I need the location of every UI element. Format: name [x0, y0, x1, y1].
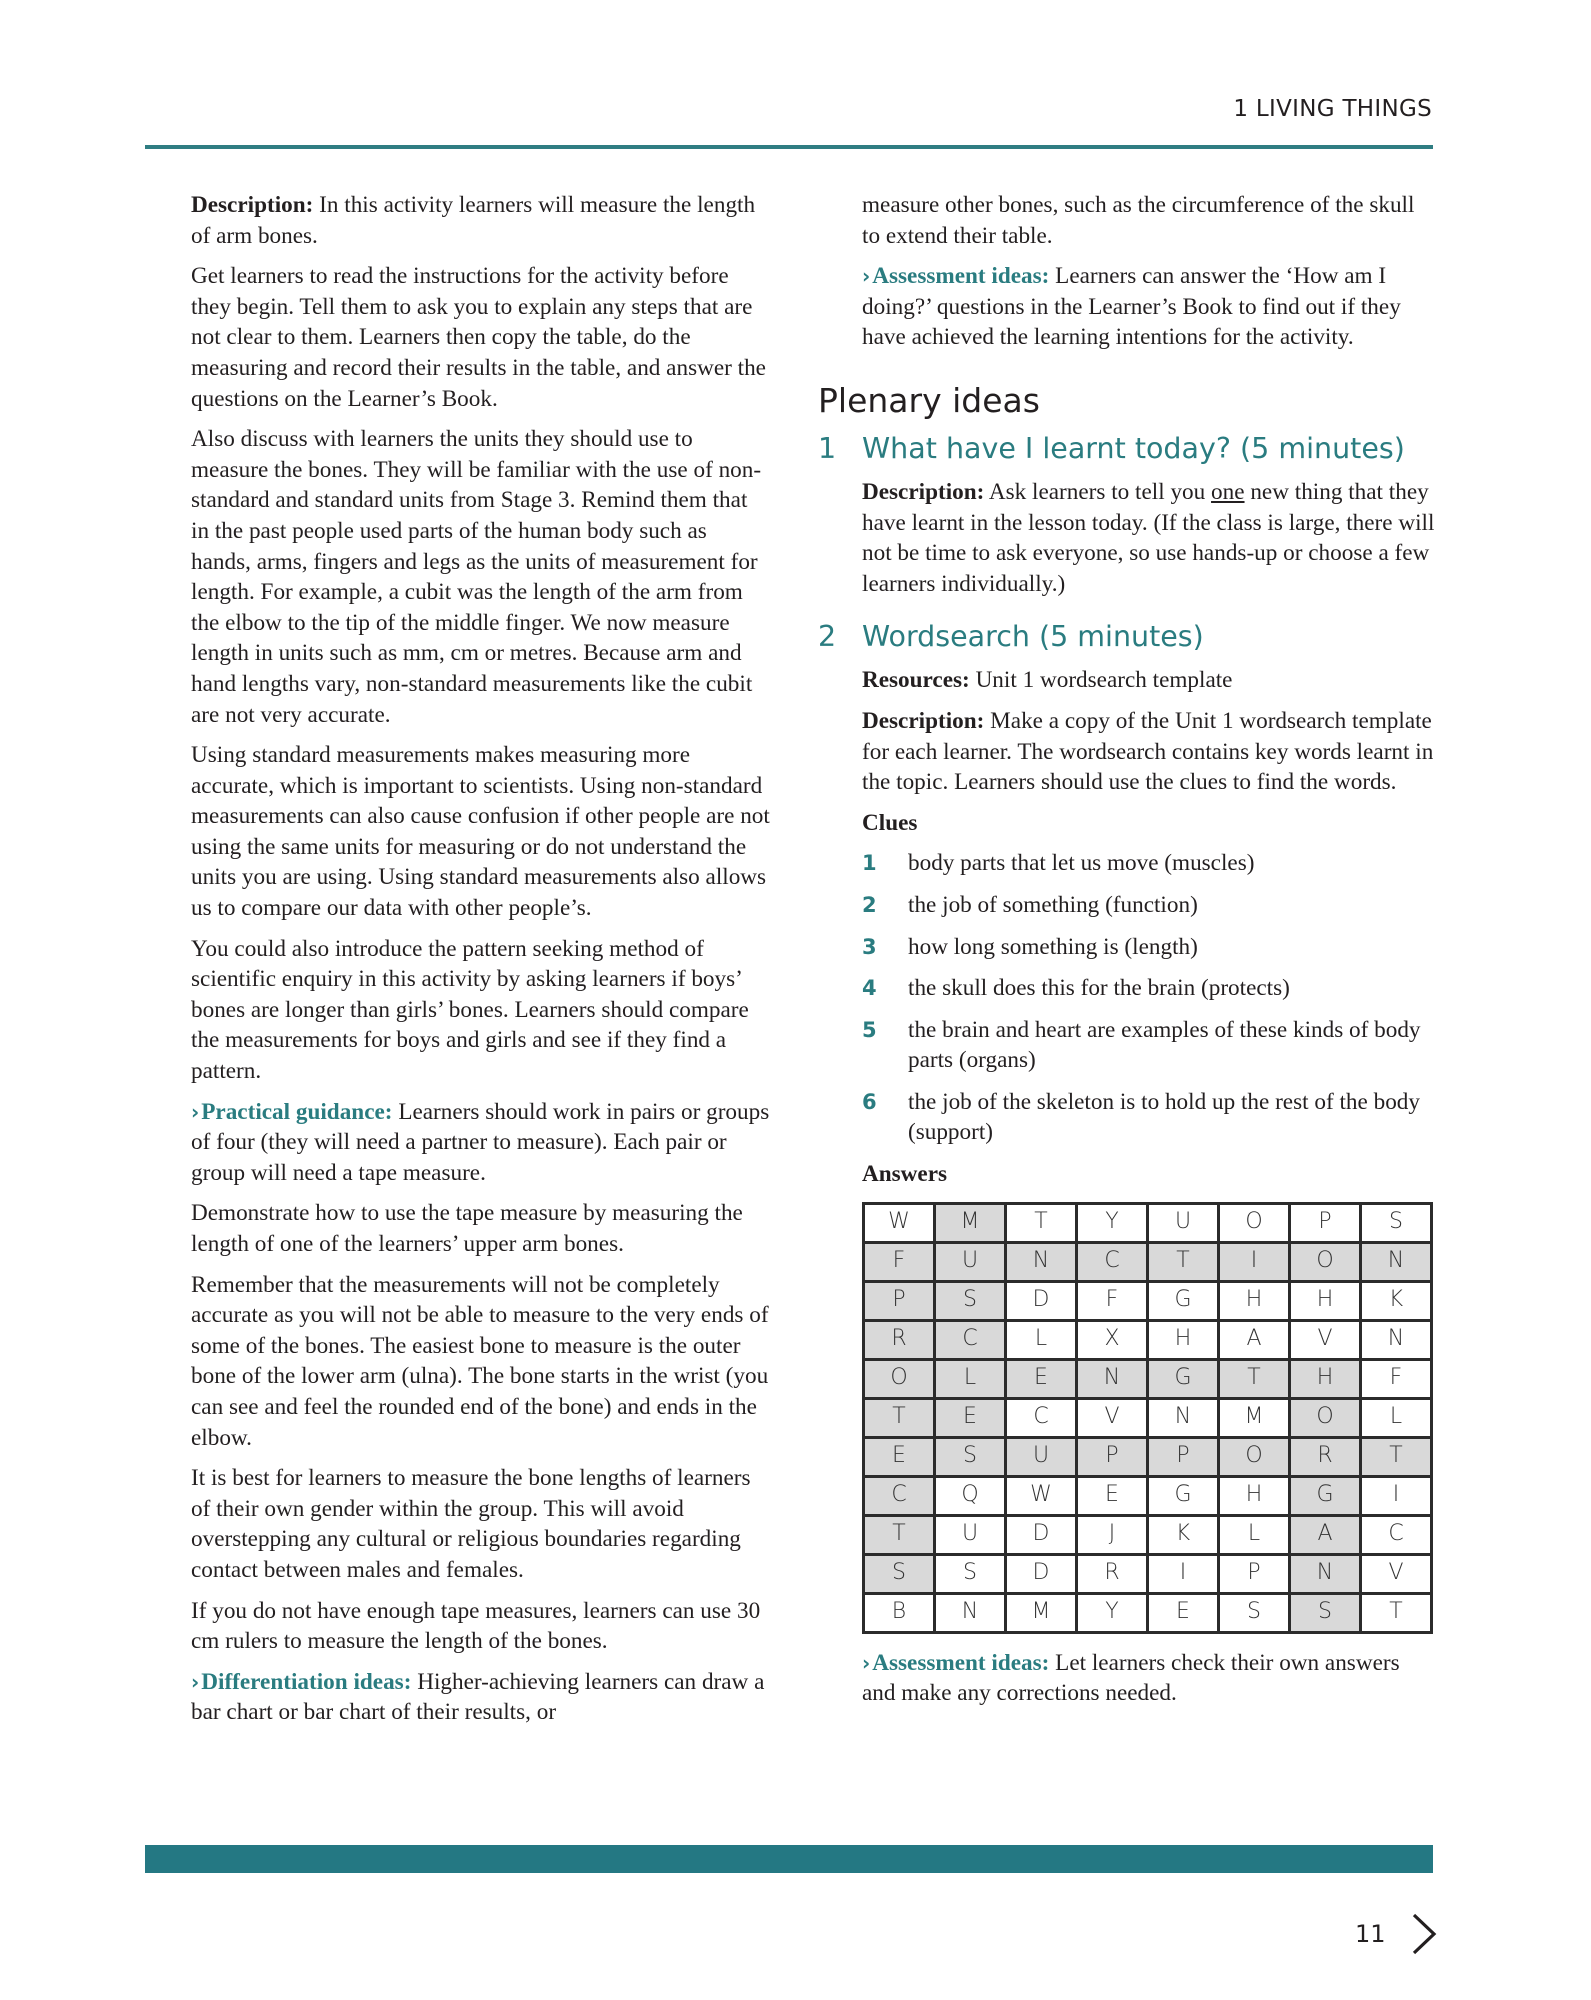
grid-cell-highlighted: N — [1361, 1242, 1432, 1281]
grid-cell: S — [1361, 1203, 1432, 1242]
heading-number: 2 — [818, 620, 837, 654]
grid-cell: A — [1219, 1320, 1290, 1359]
grid-cell: J — [1077, 1515, 1148, 1554]
grid-cell: E — [1077, 1476, 1148, 1515]
grid-cell-highlighted: O — [1219, 1437, 1290, 1476]
grid-cell-highlighted: U — [935, 1242, 1006, 1281]
grid-row — [864, 1242, 1432, 1281]
clue-number: 6 — [862, 1089, 877, 1114]
grid-cell-highlighted: N — [1006, 1242, 1077, 1281]
grid-cell-highlighted: L — [935, 1359, 1006, 1398]
clue-text: the job of something (function) — [908, 891, 1198, 918]
practical-guidance-label: Practical guidance: — [201, 1098, 393, 1125]
plenary-1-description — [862, 477, 1438, 599]
description-text: new thing that they have learnt in the lesson today. (If the class is large, there will not be time to ask everyone, so use hands-up or choose a few learners individually.) — [862, 478, 1435, 597]
paragraph: If you do not have enough tape measures, learners can use 30 cm rulers to measure the length of the bones. — [191, 1597, 761, 1655]
grid-cell: I — [1361, 1476, 1432, 1515]
paragraph: Remember that the measurements will not be completely accurate as you will not be able to measure to the very ends of some of the bones. The easiest bone to measure is the outer bone of the lower arm (ulna). The bone starts in the wrist (you can see and feel the rounded end of the bone) and ends in the elbow. — [191, 1271, 769, 1451]
clue-text: how long something is (length) — [908, 933, 1198, 960]
grid-cell-highlighted: O — [864, 1359, 935, 1398]
chevron-right-icon: › — [862, 264, 871, 289]
grid-cell-highlighted: S — [864, 1554, 935, 1593]
grid-row — [864, 1203, 1432, 1242]
grid-cell: V — [1077, 1398, 1148, 1437]
description-label: Description: — [862, 478, 985, 505]
grid-cell: U — [1148, 1203, 1219, 1242]
grid-cell: L — [1219, 1515, 1290, 1554]
clue-item — [862, 1087, 1438, 1148]
grid-cell: X — [1077, 1320, 1148, 1359]
grid-cell: H — [1219, 1476, 1290, 1515]
heading-text: Wordsearch (5 minutes) — [862, 620, 1204, 654]
right-column — [818, 190, 1438, 1719]
grid-cell: W — [1006, 1476, 1077, 1515]
grid-cell: Y — [1077, 1593, 1148, 1632]
underlined-word: one — [1211, 478, 1245, 505]
grid-cell: G — [1148, 1281, 1219, 1320]
grid-cell-highlighted: M — [935, 1203, 1006, 1242]
resources-line — [862, 665, 1438, 696]
grid-cell-highlighted: R — [864, 1320, 935, 1359]
paragraph: measure other bones, such as the circumference of the skull to extend their table. — [862, 192, 1415, 249]
grid-cell: L — [1361, 1398, 1432, 1437]
paragraph: You could also introduce the pattern seeking method of scientific enquiry in this activity by asking learners if boys’ bones are longer than girls’ bones. Learners should compare the measurements for boys and girls and see if they find a pattern. — [191, 935, 749, 1085]
assessment-label: Assessment ideas: — [872, 263, 1050, 290]
paragraph: Also discuss with learners the units they should use to measure the bones. They will be familiar with the use of non-standard and standard units from Stage 3. Remind them that in the past people used parts of the human body such as hands, arms, fingers and legs as the units of measurement for length. For example, a cubit was the length of the arm from the elbow to the tip of the middle finger. We now measure length in units such as mm, cm or metres. Because arm and hand lengths vary, non-standard measurements like the cubit are not very accurate. — [191, 426, 762, 728]
clue-item — [862, 848, 1438, 879]
clues-heading: Clues — [862, 809, 918, 836]
grid-cell: N — [935, 1593, 1006, 1632]
assessment-text: Let learners check their own answers and make any corrections needed. — [862, 1649, 1400, 1707]
grid-cell-highlighted: F — [864, 1242, 935, 1281]
grid-row — [864, 1281, 1432, 1320]
grid-cell-highlighted: T — [1148, 1242, 1219, 1281]
heading-text: What have I learnt today? (5 minutes) — [862, 431, 1405, 465]
footer-bar — [145, 1845, 1433, 1873]
page-number: 11 — [1355, 1920, 1386, 1948]
grid-cell-highlighted: U — [1006, 1437, 1077, 1476]
chevron-right-icon[interactable] — [1408, 1912, 1438, 1956]
grid-cell-highlighted: P — [1077, 1437, 1148, 1476]
clues-block — [862, 808, 1438, 1709]
grid-cell: T — [1006, 1203, 1077, 1242]
clue-item — [862, 1015, 1438, 1076]
resources-label: Resources: — [862, 667, 970, 694]
grid-cell: P — [1219, 1554, 1290, 1593]
clue-text: body parts that let us move (muscles) — [908, 850, 1255, 877]
clues-list — [862, 848, 1438, 1148]
differentiation-callout — [191, 1667, 771, 1728]
grid-row — [864, 1359, 1432, 1398]
grid-cell: K — [1148, 1515, 1219, 1554]
grid-cell: L — [1006, 1320, 1077, 1359]
assessment-callout — [862, 1648, 1438, 1709]
grid-cell-highlighted: S — [935, 1281, 1006, 1320]
grid-cell: N — [1361, 1320, 1432, 1359]
grid-row — [864, 1554, 1432, 1593]
grid-cell-highlighted: T — [864, 1398, 935, 1437]
grid-cell-highlighted: I — [1219, 1242, 1290, 1281]
grid-cell-highlighted: P — [864, 1281, 935, 1320]
section-title: Plenary ideas — [818, 380, 1040, 420]
grid-cell: G — [1148, 1476, 1219, 1515]
grid-cell: V — [1361, 1554, 1432, 1593]
grid-cell: P — [1290, 1203, 1361, 1242]
grid-cell-highlighted: C — [864, 1476, 935, 1515]
grid-cell-highlighted: P — [1148, 1437, 1219, 1476]
grid-cell-highlighted: G — [1290, 1476, 1361, 1515]
grid-row — [864, 1437, 1432, 1476]
header-rule — [145, 145, 1433, 149]
clue-text: the skull does this for the brain (protects) — [908, 975, 1290, 1002]
wordsearch-grid — [862, 1202, 1433, 1634]
grid-cell-highlighted: T — [1219, 1359, 1290, 1398]
grid-cell: Y — [1077, 1203, 1148, 1242]
grid-cell: D — [1006, 1554, 1077, 1593]
grid-cell: N — [1148, 1398, 1219, 1437]
grid-cell-highlighted: C — [1077, 1242, 1148, 1281]
chevron-right-icon: › — [191, 1669, 200, 1694]
grid-cell: D — [1006, 1281, 1077, 1320]
grid-cell: H — [1290, 1281, 1361, 1320]
grid-row — [864, 1593, 1432, 1632]
grid-cell-highlighted: O — [1290, 1242, 1361, 1281]
grid-cell-highlighted: N — [1077, 1359, 1148, 1398]
grid-cell: C — [1361, 1515, 1432, 1554]
grid-cell-highlighted: S — [935, 1437, 1006, 1476]
grid-cell: O — [1219, 1203, 1290, 1242]
grid-cell: Q — [935, 1476, 1006, 1515]
grid-row — [864, 1398, 1432, 1437]
grid-cell: S — [935, 1554, 1006, 1593]
grid-cell: C — [1006, 1398, 1077, 1437]
clue-item — [862, 932, 1438, 963]
clue-item — [862, 890, 1438, 921]
practical-guidance-callout — [191, 1097, 771, 1189]
grid-cell-highlighted: O — [1290, 1398, 1361, 1437]
grid-cell-highlighted: T — [1361, 1437, 1432, 1476]
grid-cell: I — [1148, 1554, 1219, 1593]
grid-cell: R — [1077, 1554, 1148, 1593]
clue-number: 4 — [862, 976, 877, 1001]
heading-number: 1 — [818, 431, 837, 465]
grid-cell: H — [1219, 1281, 1290, 1320]
grid-cell: B — [864, 1593, 935, 1632]
grid-cell-highlighted: N — [1290, 1554, 1361, 1593]
grid-cell: V — [1290, 1320, 1361, 1359]
grid-cell: M — [1006, 1593, 1077, 1632]
assessment-text: Learners can answer the ‘How am I doing?’ questions in the Learner’s Book to find out if they have achieved the learning intentions for the activity. — [862, 263, 1401, 351]
clue-text: the brain and heart are examples of these kinds of body parts (organs) — [908, 1016, 1421, 1074]
grid-cell: D — [1006, 1515, 1077, 1554]
grid-cell-highlighted: A — [1290, 1515, 1361, 1554]
chevron-right-icon: › — [862, 1650, 871, 1675]
grid-cell: W — [864, 1203, 935, 1242]
grid-cell-highlighted: C — [935, 1320, 1006, 1359]
grid-cell-highlighted: E — [864, 1437, 935, 1476]
grid-cell: U — [935, 1515, 1006, 1554]
plenary-2-heading — [818, 619, 1438, 655]
grid-cell-highlighted: G — [1148, 1359, 1219, 1398]
clue-number: 2 — [862, 892, 877, 917]
grid-cell-highlighted: H — [1290, 1359, 1361, 1398]
grid-cell: S — [1219, 1593, 1290, 1632]
chevron-right-icon: › — [191, 1099, 200, 1124]
paragraph: It is best for learners to measure the bone lengths of learners of their own gender within the group. This will avoid overstepping any cultural or religious boundaries regarding contact between males and females. — [191, 1465, 751, 1583]
assessment-callout — [862, 261, 1438, 353]
running-head: 1 LIVING THINGS — [1233, 96, 1432, 122]
description-text: Ask learners to tell you — [984, 478, 1212, 505]
practical-guidance-text: Learners should work in pairs or groups of four (they will need a partner to measure). Each pair or group will need a tape measure. — [191, 1098, 770, 1186]
plenary-2-description — [862, 706, 1438, 798]
description-label: Description: — [862, 707, 985, 734]
grid-cell: E — [1148, 1593, 1219, 1632]
grid-cell: M — [1219, 1398, 1290, 1437]
grid-cell-highlighted: E — [1006, 1359, 1077, 1398]
grid-cell: T — [1361, 1593, 1432, 1632]
answers-heading: Answers — [862, 1161, 948, 1188]
assessment-label: Assessment ideas: — [872, 1649, 1050, 1676]
clue-number: 1 — [862, 851, 877, 876]
grid-cell-highlighted: T — [864, 1515, 935, 1554]
grid-cell: K — [1361, 1281, 1432, 1320]
grid-row — [864, 1515, 1432, 1554]
plenary-1-heading — [818, 431, 1438, 467]
clue-text: the job of the skeleton is to hold up the rest of the body (support) — [908, 1088, 1420, 1146]
differentiation-text: Higher-achieving learners can draw a bar chart or bar chart of their results, or — [191, 1668, 765, 1726]
paragraph: Using standard measurements makes measuring more accurate, which is important to scientists. Using non-standard measurements can also cause confusion if other people are not using the same units for measuring or do not understand the units you are using. Using standard measurements also allows us to compare our data with other people’s. — [191, 742, 770, 922]
clue-number: 5 — [862, 1017, 877, 1042]
grid-row — [864, 1476, 1432, 1515]
grid-cell-highlighted: E — [935, 1398, 1006, 1437]
clue-number: 3 — [862, 934, 877, 959]
description-text: In this activity learners will measure the length of arm bones. — [191, 192, 756, 249]
grid-cell: F — [1361, 1359, 1432, 1398]
paragraph: Get learners to read the instructions for the activity before they begin. Tell them to ask you to explain any steps that are not clear to them. Learners then copy the table, do the measuring and record their results in the table, and answer the questions on the Learner’s Book. — [191, 263, 766, 412]
grid-cell: H — [1148, 1320, 1219, 1359]
resources-text: Unit 1 wordsearch template — [969, 667, 1233, 694]
grid-cell-highlighted: R — [1290, 1437, 1361, 1476]
description-paragraph — [191, 190, 771, 251]
grid-cell: F — [1077, 1281, 1148, 1320]
paragraph: Demonstrate how to use the tape measure by measuring the length of one of the learners’ upper arm bones. — [191, 1200, 743, 1257]
differentiation-label: Differentiation ideas: — [201, 1668, 412, 1695]
left-column — [191, 190, 771, 1738]
clue-item — [862, 973, 1438, 1004]
grid-cell-highlighted: S — [1290, 1593, 1361, 1632]
grid-row — [864, 1320, 1432, 1359]
description-label: Description: — [191, 192, 314, 218]
description-text: Make a copy of the Unit 1 wordsearch template for each learner. The wordsearch contains key words learnt in the topic. Learners should use the clues to find the words. — [862, 707, 1434, 796]
